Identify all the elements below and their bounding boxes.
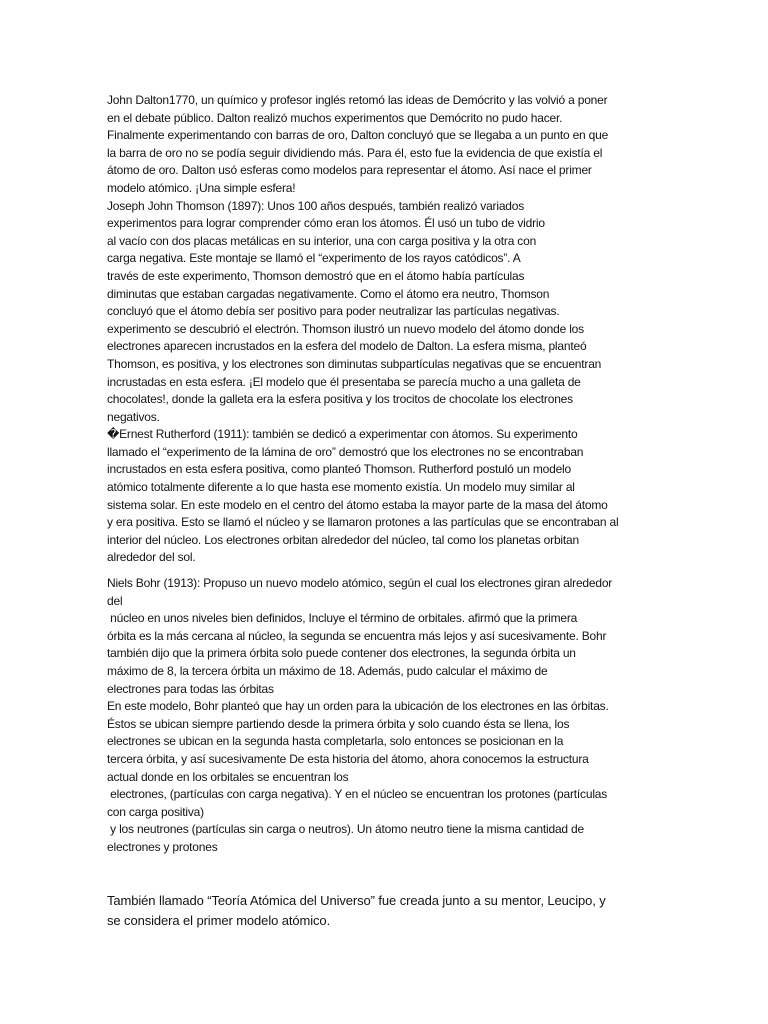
text-line: través de este experimento, Thomson demostró que en el átomo había partículas: [107, 268, 525, 283]
text-line: tercera órbita, y así sucesivamente De esta historia del átomo, ahora conocemos la estructura: [107, 751, 589, 766]
text-line: electrones y protones: [107, 839, 218, 854]
text-line: carga negativa. Este montaje se llamó el “experimento de los rayos catódicos”. A: [107, 251, 521, 266]
footer-text-line: También llamado “Teoría Atómica del Universo” fue creada junto a su mentor, Leucipo, y: [107, 893, 606, 908]
text-line: Finalmente experimentando con barras de oro, Dalton concluyó que se llegaba a un punto en que: [107, 128, 609, 143]
text-line: sistema solar. En este modelo en el centro del átomo estaba la mayor parte de la masa del átomo: [107, 497, 608, 512]
text-line: chocolates!, donde la galleta era la esfera positiva y los trocitos de chocolate los electrones: [107, 392, 573, 407]
text-line: del: [107, 593, 123, 608]
text-line: máximo de 8, la tercera órbita un máximo de 18. Además, pudo calcular el máximo de: [107, 664, 548, 678]
text-line: experimento se descubrió el electrón. Thomson ilustró un nuevo modelo del átomo donde los: [107, 321, 584, 336]
text-line: la barra de oro no se podía seguir dividiendo más. Para él, esto fue la evidencia de que existía el: [107, 145, 603, 160]
text-line: con carga positiva): [107, 804, 204, 819]
text-line: John Dalton1770, un químico y profesor inglés retomó las ideas de Demócrito y las volvió a poner: [107, 93, 608, 107]
text-line: atómico totalmente diferente a lo que hasta ese momento existía. Un modelo muy similar al: [107, 480, 575, 495]
text-line: negativos.: [107, 409, 160, 424]
text-line: incrustadas en esta esfera. ¡El modelo que él presentaba se parecía mucho a una galleta de: [107, 374, 581, 389]
text-line: �Ernest Rutherford (1911): también se dedicó a experimentar con átomos. Su experimento: [107, 427, 578, 442]
text-line: interior del núcleo. Los electrones orbitan alrededor del núcleo, tal como los planetas orbitan: [107, 532, 579, 547]
text-line: y los neutrones (partículas sin carga o neutros). Un átomo neutro tiene la misma cantidad de: [107, 822, 584, 837]
text-line: diminutas que estaban cargadas negativamente. Como el átomo era neutro, Thomson: [107, 286, 550, 301]
paragraph-gap: [107, 567, 667, 575]
text-line: actual donde en los orbitales se encuentran los: [107, 769, 349, 784]
text-line: electrones para todas las órbitas: [107, 681, 274, 696]
text-line: electrones, (partículas con carga negativa). Y en el núcleo se encuentran los protones (partículas: [107, 787, 608, 802]
text-line: incrustados en esta esfera positiva, como planteó Thomson. Rutherford postuló un modelo: [107, 462, 571, 477]
document-footer-note: [107, 891, 667, 931]
text-line: núcleo en unos niveles bien definidos, Incluye el término de orbitales. afirmó que la primera: [107, 611, 578, 626]
text-line: modelo atómico. ¡Una simple esfera!: [107, 180, 296, 195]
text-line: electrones aparecen incrustados en la esfera del modelo de Dalton. La esfera misma, planteó: [107, 339, 587, 354]
text-line: Éstos se ubican siempre partiendo desde la primera órbita y solo cuando ésta se llena, los: [107, 716, 570, 731]
text-line: llamado el “experimento de la lámina de oro” demostró que los electrones no se encontraban: [107, 444, 584, 459]
text-line: en el debate público. Dalton realizó muchos experimentos que Demócrito no pudo hacer.: [107, 110, 563, 125]
document-body: [107, 92, 667, 857]
text-line: concluyó que el átomo debía ser positivo para poder neutralizar las partículas negativas.: [107, 304, 560, 319]
text-line: órbita es la más cercana al núcleo, la segunda se encuentra más lejos y así sucesivamente. Bohr: [107, 628, 607, 643]
text-line: átomo de oro. Dalton usó esferas como modelos para representar el átomo. Así nace el primer: [107, 163, 592, 178]
text-line: al vacío con dos placas metálicas en su interior, una con carga positiva y la otra con: [107, 233, 537, 248]
text-line: Niels Bohr (1913): Propuso un nuevo modelo atómico, según el cual los electrones giran alrededor: [107, 576, 613, 591]
text-line: y era positiva. Esto se llamó el núcleo y se llamaron protones a las partículas que se encontraban al: [107, 515, 619, 530]
text-line: Joseph John Thomson (1897): Unos 100 años después, también realizó variados: [107, 198, 525, 213]
text-line: electrones se ubican en la segunda hasta completarla, solo entonces se posicionan en la: [107, 734, 564, 749]
footer-text-line: se considera el primer modelo atómico.: [107, 913, 331, 928]
text-line: también dijo que la primera órbita solo puede contener dos electrones, la segunda órbita un: [107, 646, 576, 661]
text-line: En este modelo, Bohr planteó que hay un orden para la ubicación de los electrones en las órbitas.: [107, 699, 609, 714]
text-line: alrededor del sol.: [107, 550, 196, 565]
text-line: experimentos para lograr comprender cómo eran los átomos. Él usó un tubo de vidrio: [107, 216, 545, 231]
text-line: Thomson, es positiva, y los electrones son diminutas subpartículas negativas que se encuentran: [107, 356, 602, 371]
